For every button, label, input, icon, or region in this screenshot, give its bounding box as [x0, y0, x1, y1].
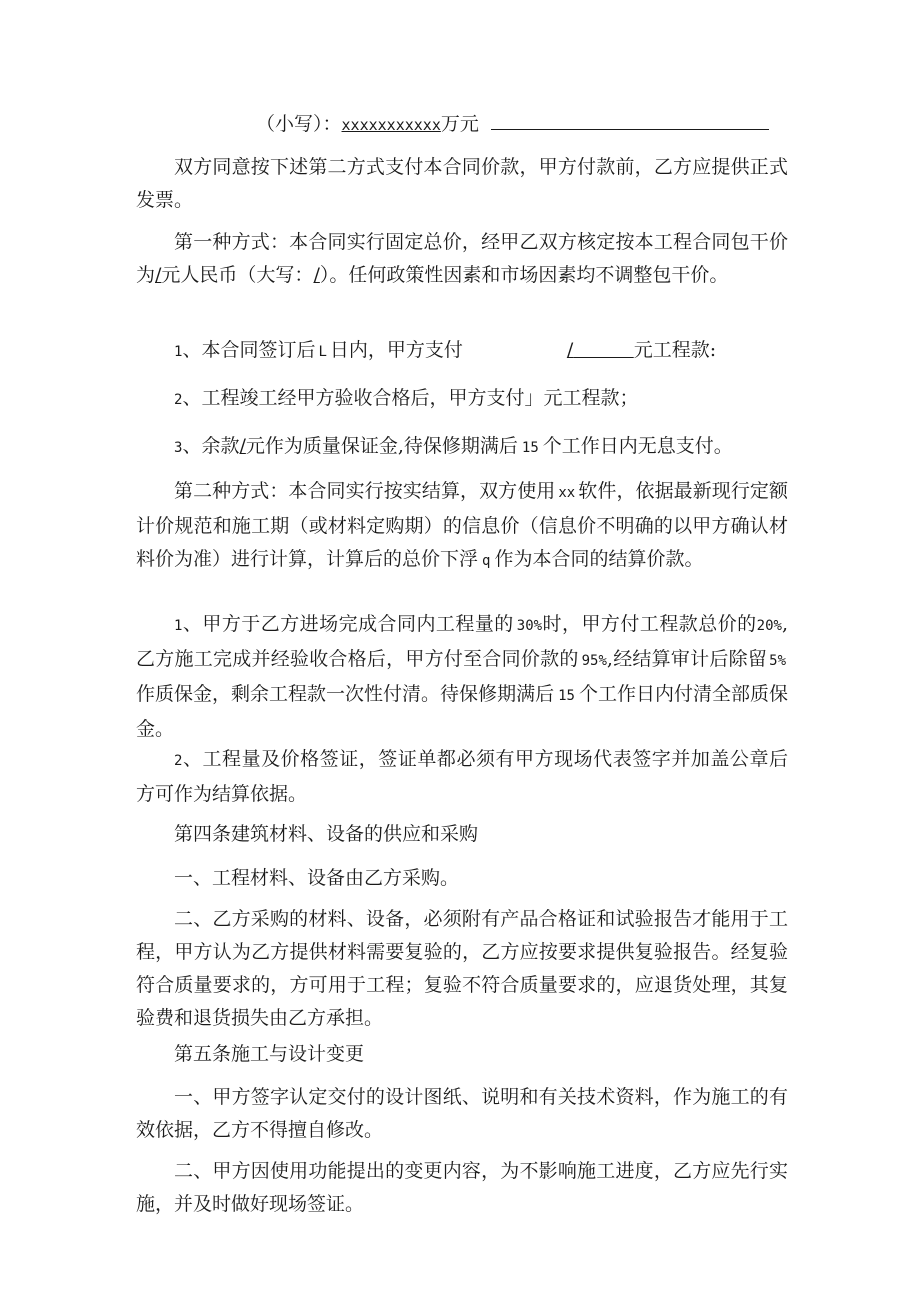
item-text-c: ,乙方施工完成并经验收合格后，甲方付至合同价款的: [136, 613, 788, 670]
method-one-slash-capital: /: [313, 264, 320, 286]
item-text-b: 元作为质量保证金,待保修期满后: [245, 435, 518, 457]
method-two-text-b: 软件，依据最新现行定额计价规范和施工期（或材料定购期）的信息价（信息价不明确的以甲方确认材料价为准）进行计算，计算后的总价下浮: [136, 480, 788, 570]
method-one-item-1: [136, 334, 788, 369]
method-one-item-2: [136, 382, 788, 417]
small-amount-unit: 万元: [440, 113, 479, 135]
item-percent-20: 20%: [756, 618, 782, 634]
method-two-paragraph: [136, 475, 788, 578]
method-two-item-2: [136, 743, 788, 811]
item-days: 15: [558, 688, 575, 704]
method-one-text-a: 第一种方式：本合同实行固定总价，经甲乙双方核定按本工程合同包干价为: [136, 231, 788, 286]
item-text-a: 、本合同签订后: [182, 339, 316, 361]
item-days: 15: [521, 440, 539, 456]
small-amount-value: xxxxxxxxxxx: [341, 116, 441, 134]
item-number: 1: [174, 618, 183, 634]
item-number: 2: [174, 753, 183, 769]
item-text-a: 、工程量及价格签证，签证单都必须有甲方现场代表签字并加盖公章后方可作为结算依据。: [136, 748, 788, 805]
method-one-text-c: ）。任何政策性因素和市场因素均不调整包干价。: [319, 264, 729, 286]
item-slash-amount: /: [239, 435, 246, 457]
method-one-paragraph: [136, 226, 788, 292]
item-text-a: 、余款: [182, 435, 240, 457]
article-five-paragraph-1: 一、甲方签字认定交付的设计图纸、说明和有关技术资料，作为施工的有效依据，乙方不得擅自修改。: [136, 1086, 788, 1141]
item-text-a: 、工程竣工经甲方验收合格后，甲方支付」元工程款；: [182, 387, 639, 409]
item-number: 3: [174, 440, 183, 456]
article-five-paragraph-2: 二、甲方因使用功能提出的变更内容，为不影响施工进度，乙方应先行实施，并及时做好现场签证。: [136, 1160, 788, 1215]
article-four-paragraph-2: 二、乙方采购的材料、设备，必须附有产品合格证和试验报告才能用于工程，甲方认为乙方提供材料需要复验的，乙方应按要求提供复验报告。经复验符合质量要求的，方可用于工程；复验不符合质量要求的，应退货处理，其复验费和退货损失由乙方承担。: [136, 908, 788, 1029]
item-text-c: 个工作日内无息支付。: [542, 435, 733, 457]
method-two-software: xx: [558, 485, 576, 501]
item-slash-amount: /: [566, 339, 574, 361]
item-percent-5: 5%: [769, 653, 786, 669]
article-four-paragraph-1: 一、工程材料、设备由乙方采购。: [174, 867, 460, 889]
item-days: L: [318, 344, 327, 360]
method-one-text-b: 元人民币（大写：: [161, 264, 314, 286]
method-two-rate: q: [482, 553, 491, 569]
item-percent-30: 30%: [516, 618, 543, 634]
small-amount-blank-line: [491, 111, 769, 130]
item-text-c: 元工程款:: [633, 339, 717, 361]
method-two-text-c: 作为本合同的结算价款。: [494, 548, 704, 570]
small-amount-label: （小写）：: [256, 113, 342, 135]
item-text-f: 个工作日内付清全部质保金。: [136, 683, 788, 740]
method-one-slash-amount: /: [155, 264, 162, 286]
item-number: 1: [174, 344, 183, 360]
article-four-title: 第四条建筑材料、设备的供应和采购: [174, 823, 479, 845]
payment-intro-paragraph: 双方同意按下述第二方式支付本合同价款，甲方付款前，乙方应提供正式发票。: [136, 156, 788, 211]
item-text-b: 日内，甲方支付: [329, 339, 463, 361]
item-text-a: 、甲方于乙方进场完成合同内工程量的: [182, 613, 514, 635]
article-five-title: 第五条施工与设计变更: [174, 1043, 365, 1065]
item-text-d: ,经结算审计后除留: [606, 648, 768, 670]
item-number: 2: [174, 392, 183, 408]
item-text-e: 作质保金，剩余工程款一次性付清。待保修期满后: [136, 683, 555, 705]
method-one-item-3: [136, 430, 788, 465]
method-two-text-a: 第二种方式：本合同实行按实结算，双方使用: [174, 480, 556, 502]
small-amount-line: [256, 109, 769, 140]
method-two-item-1: [136, 608, 788, 746]
item-percent-95: 95%: [581, 653, 607, 669]
item-text-b: 时，甲方付工程款总价的: [542, 613, 757, 635]
